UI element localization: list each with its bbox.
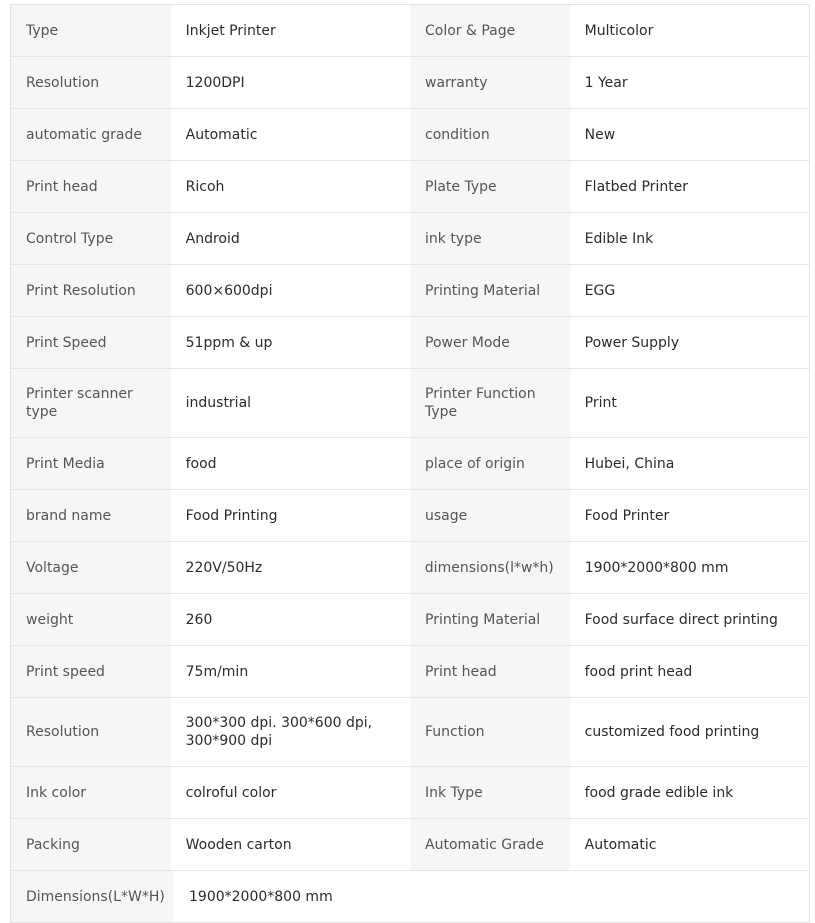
spec-label: Voltage (11, 542, 171, 593)
spec-value: Android (171, 213, 410, 264)
spec-value: 600×600dpi (171, 265, 410, 316)
spec-table (10, 4, 810, 923)
table-row (11, 369, 809, 438)
spec-label: Printing Material (410, 594, 570, 645)
spec-label: dimensions(l*w*h) (410, 542, 570, 593)
table-row (11, 767, 809, 819)
spec-value: 1900*2000*800 mm (174, 871, 809, 922)
table-row (11, 542, 809, 594)
spec-label: Type (11, 5, 171, 56)
spec-label: Print speed (11, 646, 171, 697)
spec-value: Power Supply (570, 317, 809, 368)
spec-value: Inkjet Printer (171, 5, 410, 56)
spec-value: New (570, 109, 809, 160)
spec-label: Power Mode (410, 317, 570, 368)
table-row (11, 5, 809, 57)
spec-value: Automatic (171, 109, 410, 160)
spec-value: industrial (171, 369, 410, 437)
spec-value: food print head (570, 646, 809, 697)
spec-label: Printer Function Type (410, 369, 570, 437)
spec-label: ink type (410, 213, 570, 264)
table-row (11, 213, 809, 265)
spec-label: weight (11, 594, 171, 645)
table-row (11, 438, 809, 490)
spec-value: 1900*2000*800 mm (570, 542, 809, 593)
spec-label: Resolution (11, 57, 171, 108)
spec-label: place of origin (410, 438, 570, 489)
spec-value: Flatbed Printer (570, 161, 809, 212)
spec-label: Automatic Grade (410, 819, 570, 870)
spec-value: 51ppm & up (171, 317, 410, 368)
spec-label: Print head (11, 161, 171, 212)
table-row (11, 57, 809, 109)
spec-value: Food Printer (570, 490, 809, 541)
spec-value: Hubei, China (570, 438, 809, 489)
table-row (11, 265, 809, 317)
spec-label: warranty (410, 57, 570, 108)
table-row (11, 871, 809, 922)
spec-value: EGG (570, 265, 809, 316)
spec-label: Plate Type (410, 161, 570, 212)
spec-value: Edible Ink (570, 213, 809, 264)
spec-label: Color & Page (410, 5, 570, 56)
spec-label: Resolution (11, 698, 171, 766)
spec-value: Multicolor (570, 5, 809, 56)
table-row (11, 698, 809, 767)
spec-value: Wooden carton (171, 819, 410, 870)
spec-value: Ricoh (171, 161, 410, 212)
table-row (11, 490, 809, 542)
spec-label: Print Media (11, 438, 171, 489)
spec-label: Printing Material (410, 265, 570, 316)
table-row (11, 109, 809, 161)
table-row (11, 317, 809, 369)
spec-label: automatic grade (11, 109, 171, 160)
table-row (11, 161, 809, 213)
spec-value: Food surface direct printing (570, 594, 809, 645)
spec-value: 220V/50Hz (171, 542, 410, 593)
spec-label: Print head (410, 646, 570, 697)
spec-value: 260 (171, 594, 410, 645)
spec-label: brand name (11, 490, 171, 541)
table-row (11, 646, 809, 698)
spec-value: food grade edible ink (570, 767, 809, 818)
table-row (11, 819, 809, 871)
spec-label: Control Type (11, 213, 171, 264)
spec-label: usage (410, 490, 570, 541)
spec-value: 300*300 dpi. 300*600 dpi, 300*900 dpi (171, 698, 410, 766)
spec-value: Automatic (570, 819, 809, 870)
spec-value: Print (570, 369, 809, 437)
spec-value: 1 Year (570, 57, 809, 108)
spec-label: condition (410, 109, 570, 160)
table-row (11, 594, 809, 646)
spec-label: Function (410, 698, 570, 766)
spec-label: Print Resolution (11, 265, 171, 316)
spec-value: 75m/min (171, 646, 410, 697)
spec-label: Dimensions(L*W*H) (11, 871, 174, 922)
spec-label: Ink Type (410, 767, 570, 818)
spec-value: customized food printing (570, 698, 809, 766)
spec-label: Printer scanner type (11, 369, 171, 437)
spec-label: Print Speed (11, 317, 171, 368)
spec-value: Food Printing (171, 490, 410, 541)
spec-label: Packing (11, 819, 171, 870)
spec-value: colroful color (171, 767, 410, 818)
spec-value: 1200DPI (171, 57, 410, 108)
spec-label: Ink color (11, 767, 171, 818)
spec-value: food (171, 438, 410, 489)
